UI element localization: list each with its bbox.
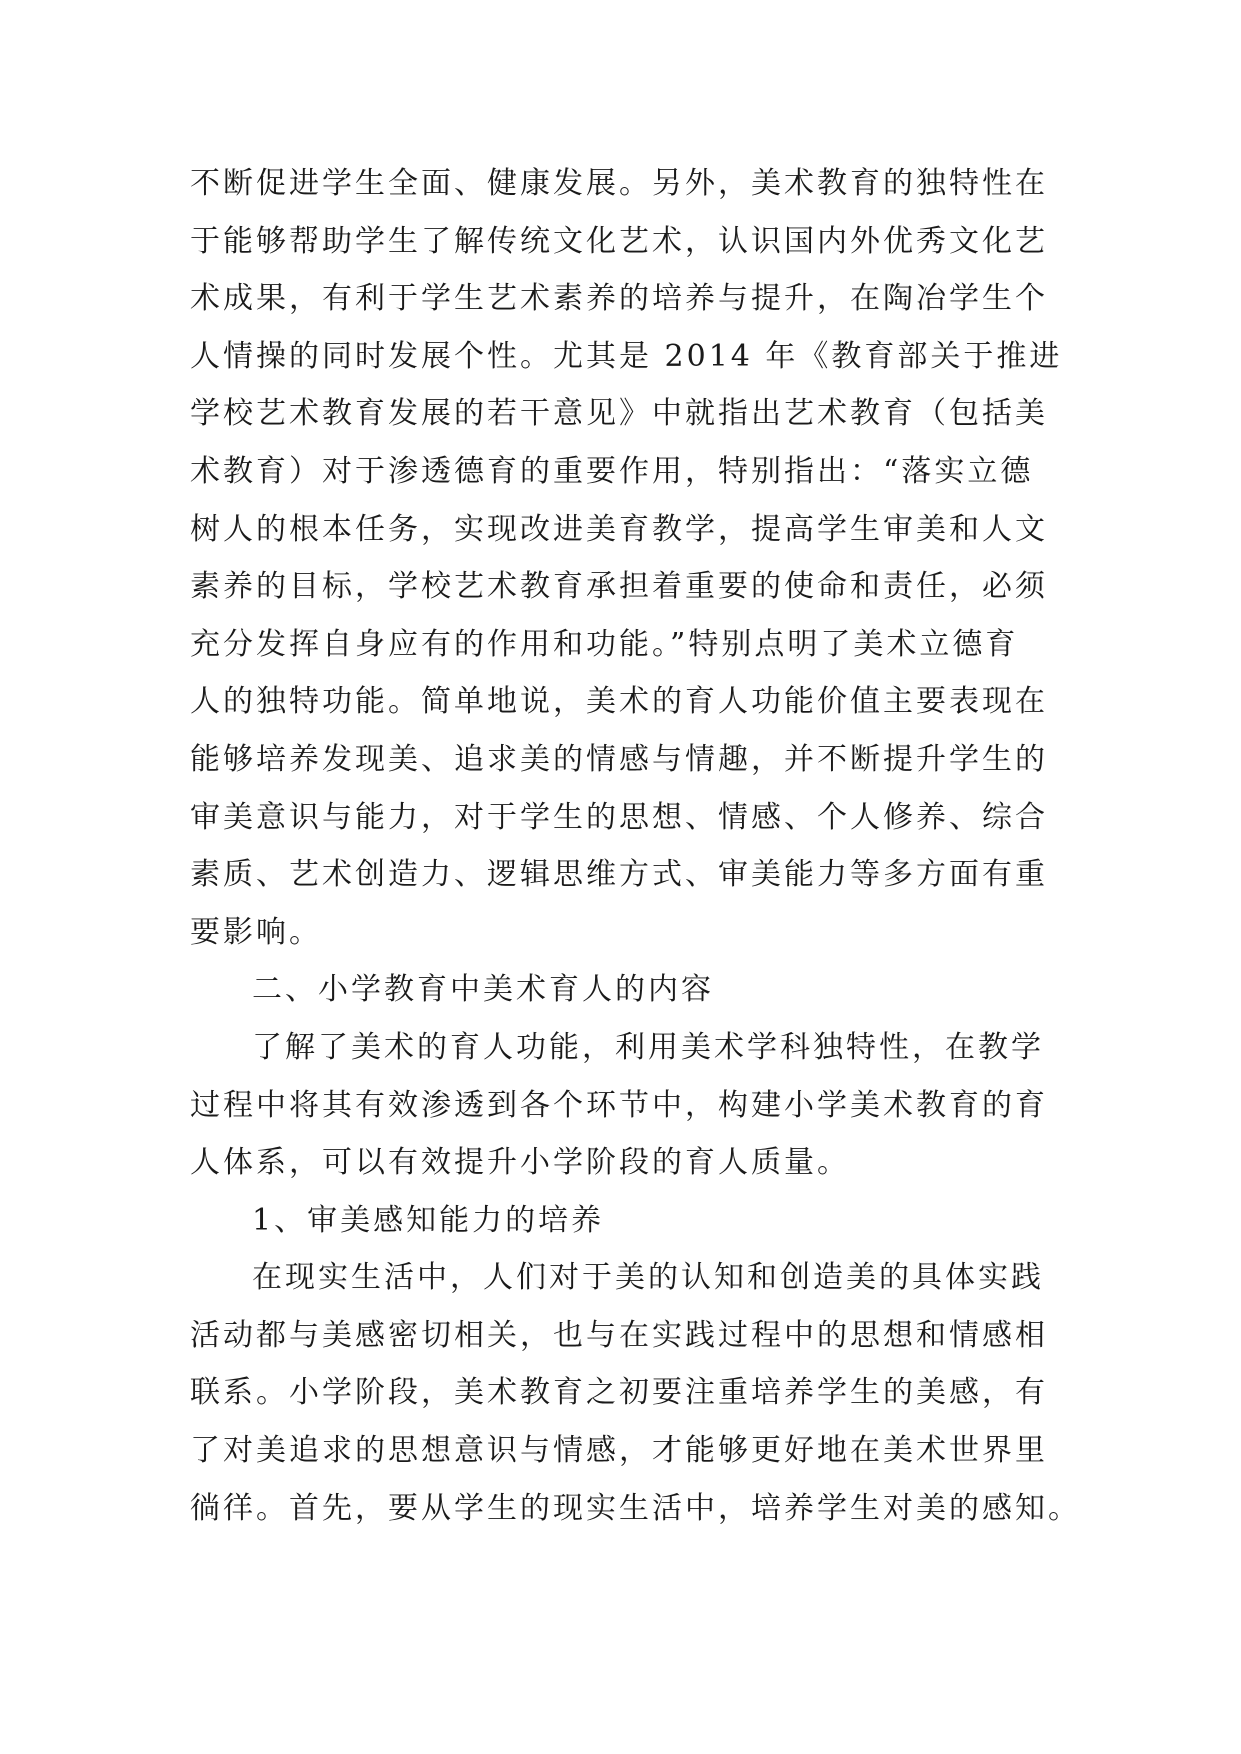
text-line: 人的独特功能。简单地说，美术的育人功能价值主要表现在 <box>190 684 1048 720</box>
text-line: 于能够帮助学生了解传统文化艺术，认识国内外优秀文化艺 <box>190 223 1048 259</box>
text-line: 术教育）对于渗透德育的重要作用，特别指出：“落实立德 <box>190 453 1034 489</box>
text-line: 不断促进学生全面、健康发展。另外，美术教育的独特性在 <box>190 166 1048 201</box>
text-line: 学校艺术教育发展的若干意见》中就指出艺术教育（包括美 <box>190 396 1048 432</box>
text-line: 人情操的同时发展个性。尤其是 2014 年《教育部关于推进 <box>190 338 1063 374</box>
text-line: 素养的目标，学校艺术教育承担着重要的使命和责任，必须 <box>190 569 1048 605</box>
text-line: 能够培养发现美、追求美的情感与情趣，并不断提升学生的 <box>190 741 1048 777</box>
text-line: 徜徉。首先，要从学生的现实生活中，培养学生对美的感知。 <box>190 1490 1081 1526</box>
text-line: 了解了美术的育人功能，利用美术学科独特性，在教学 <box>252 1029 1044 1065</box>
text-line: 了对美追求的思想意识与情感，才能够更好地在美术世界里 <box>190 1433 1048 1469</box>
text-line: 树人的根本任务，实现改进美育教学，提高学生审美和人文 <box>190 511 1048 547</box>
text-line: 人体系，可以有效提升小学阶段的育人质量。 <box>190 1145 850 1181</box>
text-line: 联系。小学阶段，美术教育之初要注重培养学生的美感，有 <box>190 1375 1048 1411</box>
text-line: 活动都与美感密切相关，也与在实践过程中的思想和情感相 <box>190 1317 1048 1353</box>
text-line: 术成果，有利于学生艺术素养的培养与提升，在陶冶学生个 <box>190 281 1048 317</box>
text-line: 过程中将其有效渗透到各个环节中，构建小学美术教育的育 <box>190 1087 1048 1123</box>
text-line: 审美意识与能力，对于学生的思想、情感、个人修养、综合 <box>190 799 1048 835</box>
text-line: 素质、艺术创造力、逻辑思维方式、审美能力等多方面有重 <box>190 857 1048 893</box>
section-heading: 二、小学教育中美术育人的内容 <box>252 972 714 1008</box>
subsection-heading: 1、审美感知能力的培养 <box>252 1202 605 1238</box>
text-line: 要影响。 <box>190 914 322 950</box>
body-text <box>190 155 1081 1537</box>
text-line: 在现实生活中，人们对于美的认知和创造美的具体实践 <box>252 1260 1044 1296</box>
text-line: 充分发挥自身应有的作用和功能。”特别点明了美术立德育 <box>190 626 1019 662</box>
